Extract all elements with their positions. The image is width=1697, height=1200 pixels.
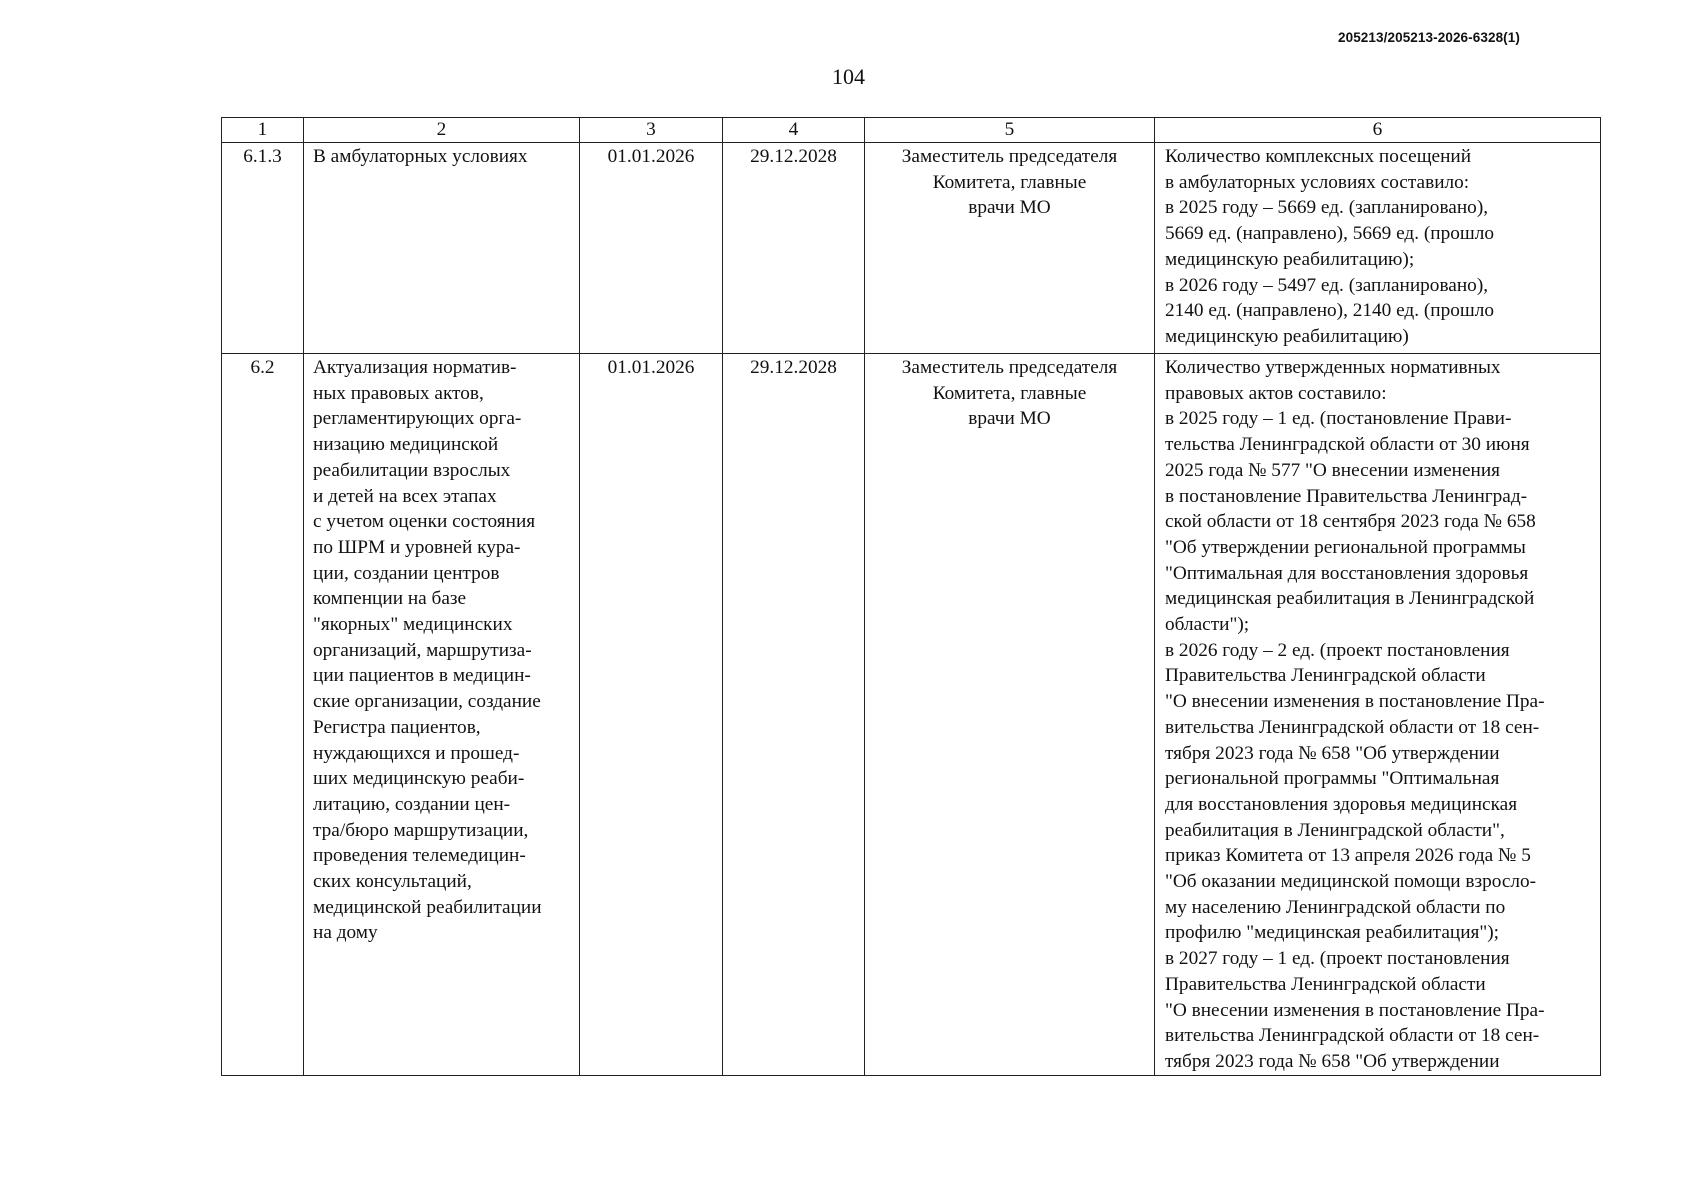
column-header: 1	[222, 118, 304, 143]
text-line: 2140 ед. (направлено), 2140 ед. (прошло	[1165, 300, 1495, 322]
text-line: в 2025 году – 1 ед. (постановление Прави-	[1165, 408, 1512, 430]
column-header: 3	[580, 118, 723, 143]
column-header: 4	[723, 118, 865, 143]
text-line: тября 2023 года № 658 "Об утверждении	[1165, 742, 1500, 764]
text-line: тельства Ленинградской области от 30 июня	[1165, 434, 1530, 456]
text-line: медицинскую реабилитацию);	[1165, 248, 1415, 270]
text-line: Количество комплексных посещений	[1165, 146, 1472, 167]
text-line: региональной программы "Оптимальная	[1165, 768, 1500, 790]
text-line: ских консультаций,	[313, 871, 472, 893]
text-line: компенции на базе	[313, 588, 467, 610]
text-line: нуждающихся и прошед-	[313, 742, 520, 764]
text-line: медицинской реабилитации	[313, 896, 542, 918]
responsible-executor	[865, 354, 1155, 1076]
text-line: "О внесении изменения в постановление Пра-	[1165, 999, 1545, 1021]
text-line: Заместитель председателя	[901, 146, 1118, 167]
text-line: В амбулаторных условиях	[313, 146, 528, 167]
text-line: "Об утверждении региональной программы	[1165, 536, 1526, 558]
column-header: 5	[865, 118, 1155, 143]
text-line: врачи МО	[968, 408, 1051, 430]
text-line: приказ Комитета от 13 апреля 2026 года № 5	[1165, 845, 1531, 867]
text-line: Правительства Ленинградской области	[1165, 665, 1486, 687]
text-line: в амбулаторных условиях составило:	[1165, 171, 1470, 193]
text-line: "Об оказании медицинской помощи взросло-	[1165, 871, 1537, 893]
page-number: 104	[832, 64, 865, 89]
header-row	[222, 118, 1601, 143]
text-line: медицинскую реабилитацию)	[1165, 325, 1409, 347]
text-line: на дому	[313, 922, 378, 944]
text-line: ции пациентов в медицин-	[313, 665, 531, 687]
text-line: врачи МО	[968, 197, 1051, 219]
text-line: Актуализация норматив-	[313, 357, 517, 378]
text-line: му населению Ленинградской области по	[1165, 896, 1506, 918]
text-line: в 2027 году – 1 ед. (проект постановления	[1165, 948, 1510, 970]
expected-result	[1155, 354, 1601, 1076]
end-date: 29.12.2028	[723, 143, 865, 354]
text-line: в 2026 году – 2 ед. (проект постановления	[1165, 639, 1510, 661]
plan-table	[221, 117, 1601, 1076]
text-line: тра/бюро маршрутизации,	[313, 819, 529, 841]
text-line: ции, создании центров	[313, 562, 500, 584]
text-line: вительства Ленинградской области от 18 сен-	[1165, 716, 1540, 738]
text-line: ных правовых актов,	[313, 382, 484, 404]
text-line: в 2025 году – 5669 ед. (запланировано),	[1165, 197, 1489, 219]
text-line: Комитета, главные	[932, 171, 1087, 193]
text-line: области");	[1165, 614, 1250, 636]
text-line: Комитета, главные	[932, 382, 1087, 404]
text-line: правовых актов составило:	[1165, 382, 1387, 404]
text-line: "О внесении изменения в постановление Пра-	[1165, 691, 1545, 713]
item-name	[304, 354, 580, 1076]
text-line: вительства Ленинградской области от 18 сен-	[1165, 1025, 1540, 1047]
text-line: реабилитации взрослых	[313, 459, 511, 481]
text-line: в 2026 году – 5497 ед. (запланировано),	[1165, 274, 1489, 296]
end-date: 29.12.2028	[723, 354, 865, 1076]
item-number: 6.2	[222, 354, 304, 1076]
text-line: ших медицинскую реаби-	[313, 768, 525, 790]
text-line: проведения телемедицин-	[313, 845, 526, 867]
document-id: 205213/205213-2026-6328(1)	[1337, 30, 1520, 45]
text-line: 2025 года № 577 "О внесении изменения	[1165, 459, 1501, 481]
text-line: литацию, создании цен-	[313, 793, 511, 815]
start-date: 01.01.2026	[580, 143, 723, 354]
text-line: для восстановления здоровья медицинская	[1165, 793, 1518, 815]
text-line: Количество утвержденных нормативных	[1165, 357, 1501, 378]
text-line: организаций, маршрутиза-	[313, 639, 532, 661]
item-number: 6.1.3	[222, 143, 304, 354]
text-line: регламентирующих орга-	[313, 408, 522, 430]
column-header: 2	[304, 118, 580, 143]
start-date: 01.01.2026	[580, 354, 723, 1076]
column-header: 6	[1155, 118, 1601, 143]
expected-result	[1155, 143, 1601, 354]
item-name	[304, 143, 580, 354]
text-line: и детей на всех этапах	[313, 485, 497, 507]
text-line: в постановление Правительства Ленинград-	[1165, 485, 1528, 507]
text-line: 5669 ед. (направлено), 5669 ед. (прошло	[1165, 223, 1495, 245]
text-line: ской области от 18 сентября 2023 года № 658	[1165, 511, 1536, 533]
text-line: низацию медицинской	[313, 434, 499, 456]
text-line: с учетом оценки состояния	[313, 511, 536, 533]
text-line: Правительства Ленинградской области	[1165, 973, 1486, 995]
responsible-executor	[865, 143, 1155, 354]
text-line: профилю "медицинская реабилитация");	[1165, 922, 1500, 944]
table-row	[222, 143, 1601, 354]
text-line: ские организации, создание	[313, 691, 541, 713]
text-line: медицинская реабилитация в Ленинградской	[1165, 588, 1535, 610]
table-row	[222, 354, 1601, 1076]
text-line: "якорных" медицинских	[313, 614, 513, 636]
text-line: Заместитель председателя	[901, 357, 1118, 378]
text-line: тября 2023 года № 658 "Об утверждении	[1165, 1050, 1500, 1072]
text-line: реабилитация в Ленинградской области",	[1165, 819, 1505, 841]
text-line: Регистра пациентов,	[313, 716, 481, 738]
text-line: по ШРМ и уровней кура-	[313, 536, 521, 558]
text-line: "Оптимальная для восстановления здоровья	[1165, 562, 1529, 584]
